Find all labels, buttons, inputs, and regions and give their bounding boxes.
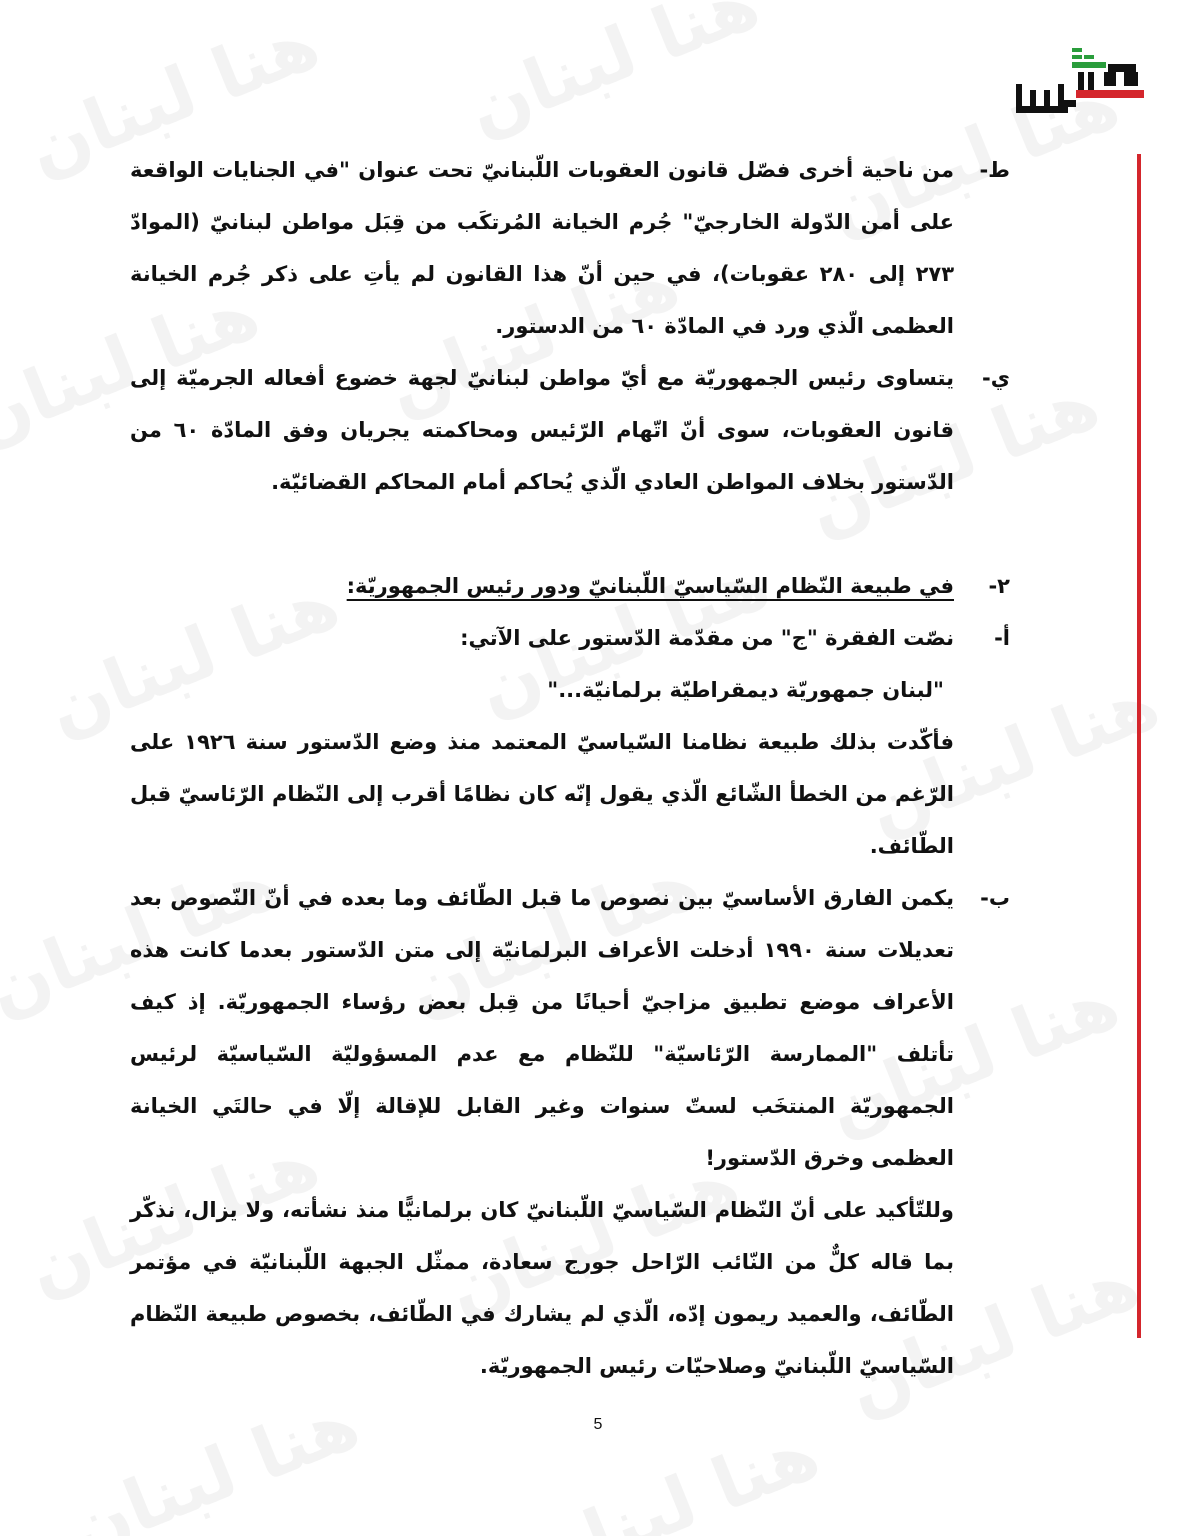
item-marker: ي- [982, 366, 1010, 390]
item-text: يكمن الفارق الأساسيّ بين نصوص ما قبل الطّائف وما بعده في أنّ النّصوص بعد تعديلات سنة ١٩٩٠ أدخلت الأعراف البرلمانيّة إلى متن الدّستور بعدما كانت هذه الأعراف موضع تطبيق مزاجيّ أحيانًا من قِبل بعض رؤساء الجمهوريّة. إذ كيف تأتلف "الممارسة الرّئاسيّة" للنّظام مع عدم المسؤوليّة السّياسيّة لرئيس الجمهوريّة المنتخَب لستّ سنوات وغير القابل للإقالة إلّا في حالتَي الخيانة العظمى وخرق الدّستور! [130, 886, 954, 1170]
item-text: يتساوى رئيس الجمهوريّة مع أيّ مواطن لبنانيّ لجهة خضوع أفعاله الجرميّة إلى قانون العقوبات، سوى أنّ اتّهام الرّئيس ومحاكمته يجريان وفق المادّة ٦٠ من الدّستور بخلاف المواطن العادي الّذي يُحاكم أمام المحاكم القضائيّة. [130, 366, 954, 494]
page-number: 5 [593, 1416, 603, 1433]
list-item-alif [130, 612, 1010, 664]
item-marker: أ- [994, 626, 1010, 650]
document-body [130, 144, 1010, 1392]
item-text: نصّت الفقرة "ج" من مقدّمة الدّستور على الآتي: [460, 626, 954, 650]
watermark [518, 1415, 828, 1536]
item-marker: ط- [979, 158, 1010, 182]
paragraph: فأكّدت بذلك طبيعة نظامنا السّياسيّ المعتمد منذ وضع الدّستور سنة ١٩٢٦ على الرّغم من الخطأ الشّائع الّذي يقول إنّه كان نظامًا أقرب إلى النّظام الرّئاسيّ قبل الطّائف. [130, 730, 955, 858]
item-marker: ب- [980, 886, 1010, 910]
item-text: من ناحية أخرى فصّل قانون العقوبات اللّبنانيّ تحت عنوان "في الجنايات الواقعة على أمن الدّولة الخارجيّ" جُرم الخيانة المُرتكَب من قِبَل مواطن لبنانيّ (الموادّ ٢٧٣ إلى ٢٨٠ عقوبات)، في حين أنّ هذا القانون لم يأتِ على ذكر جُرم الخيانة العظمى الّذي ورد في المادّة ٦٠ من الدستور. [130, 158, 955, 338]
quotation: "لبنان جمهوريّة ديمقراطيّة برلمانيّة..." [547, 678, 944, 702]
accent-line [1137, 154, 1141, 1338]
section-marker: ٢- [988, 574, 1010, 598]
list-item-ya [130, 352, 1010, 508]
brand-logo [1012, 44, 1148, 116]
watermark [458, 0, 768, 147]
watermark [58, 1385, 368, 1536]
list-item-ta [130, 144, 1010, 352]
paragraph: وللتّأكيد على أنّ النّظام السّياسيّ اللّبنانيّ كان برلمانيًّا منذ نشأته، ولا يزال، نذكّر بما قاله كلٌّ من النّائب الرّاحل جورج سعادة، ممثّل الجبهة اللّبنانيّة في مؤتمر الطّائف، والعميد ريمون إدّه، الّذي لم يشارك في الطّائف، بخصوص طبيعة النّظام السّياسيّ اللّبنانيّ وصلاحيّات رئيس الجمهوريّة. [130, 1198, 954, 1378]
list-item-ba [130, 872, 1010, 1184]
section-title: في طبيعة النّظام السّياسيّ اللّبنانيّ ودور رئيس الجمهوريّة: [346, 574, 954, 598]
section-heading [130, 560, 1010, 612]
